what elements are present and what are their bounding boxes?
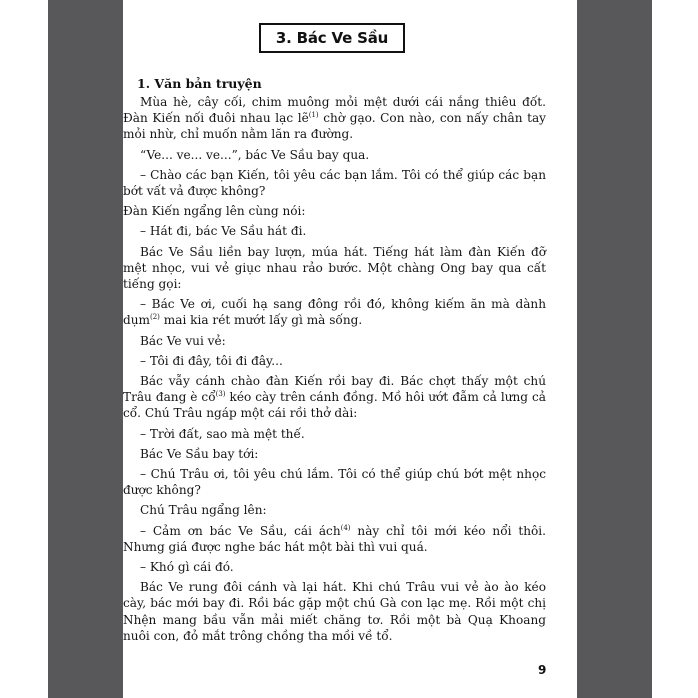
paragraph-3: – Chào các bạn Kiến, tôi yêu các bạn lắm. Tôi có thể giúp các bạn bớt vất vả được không?	[123, 167, 546, 199]
paragraph-16: – Khó gì cái đó.	[140, 560, 234, 575]
paragraph-11: – Trời đất, sao mà mệt thế.	[140, 426, 305, 441]
paragraph-2: “Ve... ve... ve...”, bác Ve Sầu bay qua.	[140, 147, 370, 162]
paragraph-10: Bác vẫy cánh chào đàn Kiến rồi bay đi. Bác chợt thấy một chú Trâu đang è cổ$^{(3)}$ kéo cày trên cánh đồng. Mồ hôi ướt đẫm cả lưng cả cổ. Chú Trâu ngáp một cái rồi thở dài:	[123, 374, 546, 421]
section-heading: 1. Văn bản truyện	[137, 76, 262, 91]
chapter-title: 3. Bác Ve Sầu	[259, 23, 405, 53]
paragraph-5: – Hát đi, bác Ve Sầu hát đi.	[140, 224, 307, 239]
page-number: 9	[538, 663, 547, 677]
right-margin-bar	[577, 0, 652, 698]
paragraph-15: – Cảm ơn bác Ve Sầu, cái ách$^{(4)}$ này chỉ tôi mới kéo nổi thôi. Nhưng giá được nghe bác hát một bài thì vui quá.	[123, 523, 547, 554]
story-text	[123, 94, 546, 648]
footnote-ref-1: (1)	[308, 111, 319, 120]
paragraph-13: – Chú Trâu ơi, tôi yêu chú lắm. Tôi có thể giúp chú bớt mệt nhọc được không?	[123, 467, 546, 498]
footnote-ref-4: (4)	[340, 523, 351, 532]
paragraph-7: – Bác Ve ơi, cuối hạ sang đông rồi đó, không kiếm ăn mà dành dụm$^{(2)}$ mai kia rét mướt lấy gì mà sống.	[123, 297, 546, 328]
paragraph-17: Bác Ve rung đôi cánh và lại hát. Khi chú Trâu vui vẻ ào ào kéo cày, bác mới bay đi. Rồi bác gặp một chú Gà con lạc mẹ. Rồi một chị Nhện mang bầu vẫn mải miết chăng tơ. Rồi một bà Quạ Khoang nuôi con, đỏ mắt trông chồng tha mồi về tổ.	[123, 580, 546, 643]
paragraph-9: – Tôi đi đây, tôi đi đây...	[140, 353, 283, 368]
paragraph-6: Bác Ve Sầu liền bay lượn, múa hát. Tiếng hát làm đàn Kiến đỡ mệt nhọc, vui vẻ giục nhau rảo bước. Một chàng Ong bay qua cất tiếng gọi:	[123, 244, 546, 292]
footnote-ref-3: (3)	[215, 390, 226, 399]
paragraph-12: Bác Ve Sầu bay tới:	[140, 446, 259, 461]
paragraph-4: Đàn Kiến ngẩng lên cùng nói:	[123, 204, 306, 219]
paragraph-8: Bác Ve vui vẻ:	[140, 333, 226, 348]
paragraph-1: Mùa hè, cây cối, chim muông mỏi mệt dưới cái nắng thiêu đốt. Đàn Kiến nối đuôi nhau lạc lẽ$^{(1)}$ chờ gạo. Con nào, con nấy chân tay mỏi nhừ, chỉ muốn nằm lăn ra đường.	[123, 95, 547, 142]
paragraph-14: Chú Trâu ngẩng lên:	[140, 503, 267, 518]
footnote-ref-2: (2)	[150, 313, 160, 322]
left-margin-bar	[48, 0, 123, 698]
